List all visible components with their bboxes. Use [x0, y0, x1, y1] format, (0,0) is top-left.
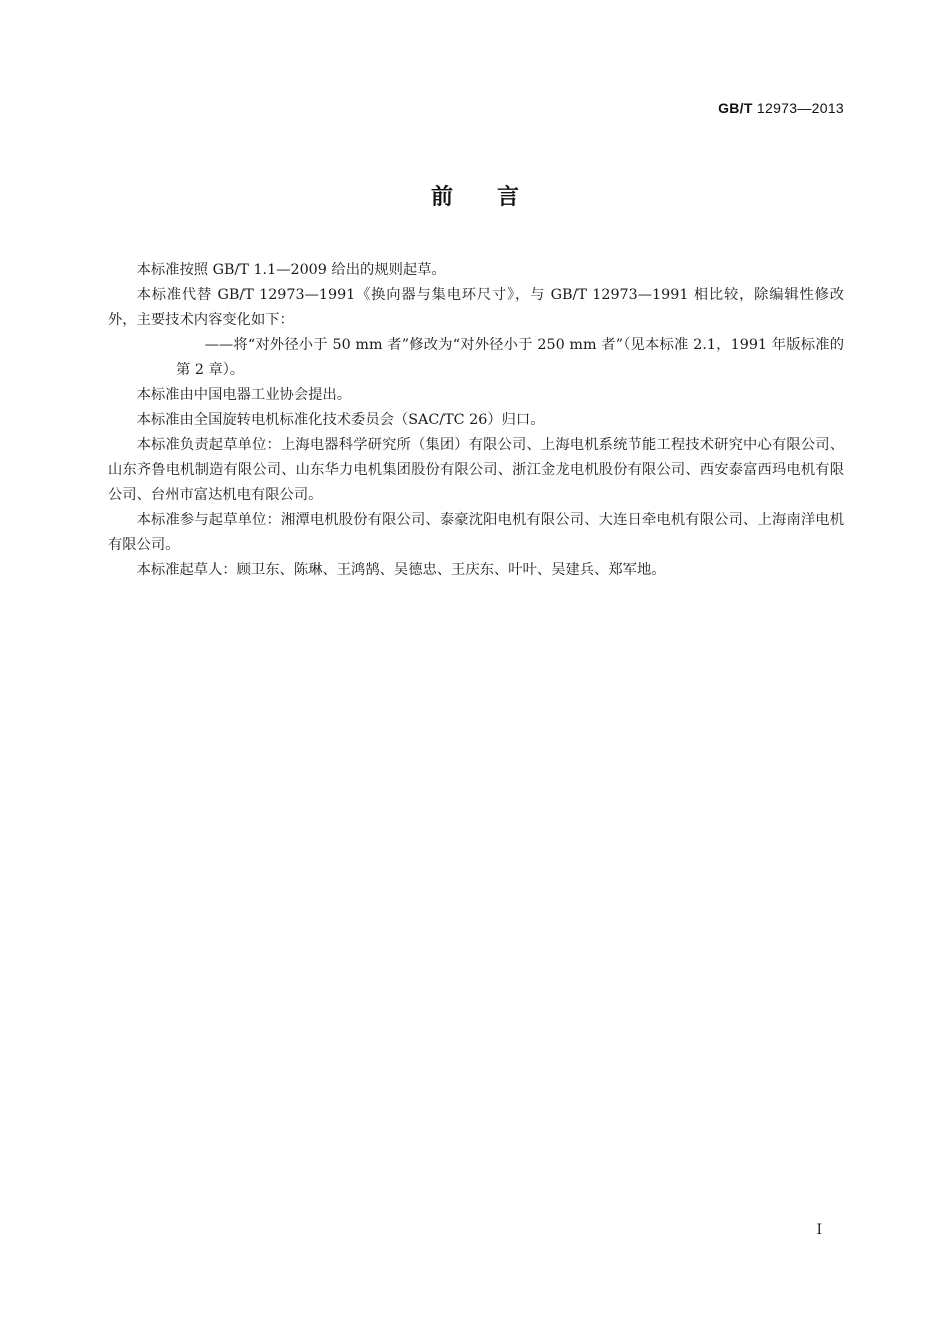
paragraph-participating-drafters: 本标准参与起草单位：湘潭电机股份有限公司、泰豪沈阳电机有限公司、大连日牵电机有限公司、上海南洋电机有限公司。 [108, 512, 844, 553]
standard-prefix: GB/T [718, 100, 753, 116]
page-title: 前言 [430, 185, 563, 210]
change-item: ——将“对外径小于 50 mm 者”修改为“对外径小于 250 mm 者”（见本标准 2.1，1991 年版标准的第 2 章）。 [176, 337, 844, 378]
standard-code [718, 100, 844, 116]
standard-number: 12973—2013 [756, 100, 844, 116]
foreword-body [108, 258, 844, 583]
page-number: I [816, 1222, 822, 1238]
paragraph-drafting-rules: 本标准按照 GB/T 1.1—2009 给出的规则起草。 [136, 262, 446, 278]
paragraph-lead-drafters: 本标准负责起草单位：上海电器科学研究所（集团）有限公司、上海电机系统节能工程技术研究中心有限公司、山东齐鲁电机制造有限公司、山东华力电机集团股份有限公司、浙江金龙电机股份有限公司、西安泰富西玛电机有限公司、台州市富达机电有限公司。 [108, 437, 844, 503]
paragraph-proposer: 本标准由中国电器工业协会提出。 [136, 387, 352, 403]
paragraph-committee: 本标准由全国旋转电机标准化技术委员会（SAC/TC 26）归口。 [136, 412, 545, 428]
paragraph-replacement: 本标准代替 GB/T 12973—1991《换向器与集电环尺寸》，与 GB/T 12973—1991 相比较，除编辑性修改外，主要技术内容变化如下： [108, 287, 844, 328]
paragraph-drafters: 本标准起草人：顾卫东、陈琳、王鸿鹄、吴德忠、王庆东、叶叶、吴建兵、郑军地。 [136, 562, 666, 578]
